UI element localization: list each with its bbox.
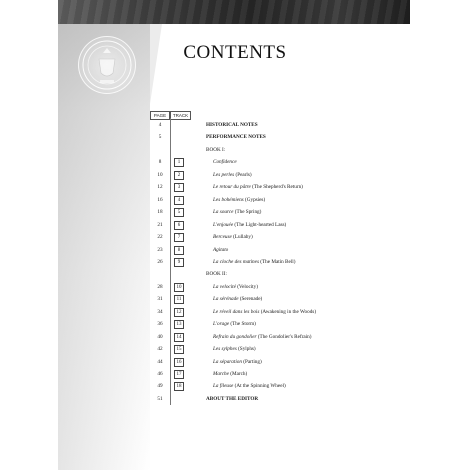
track-number: 4	[174, 196, 184, 205]
entry-title-italic: Les perles	[213, 171, 235, 178]
contents-row	[150, 181, 390, 193]
track-number: 11	[174, 295, 184, 304]
entry-title	[206, 144, 225, 156]
contents-row	[150, 131, 390, 143]
contents-row	[150, 380, 390, 392]
entry-title-text: HISTORICAL NOTES	[206, 122, 258, 128]
page-number: 28	[157, 283, 163, 290]
page-number: 10	[157, 171, 163, 178]
contents-row	[150, 231, 390, 243]
entry-title-italic: Le réveil dans les bois	[213, 308, 260, 315]
entry-title-italic: La cloche des matines	[213, 258, 259, 265]
margin-decoration	[150, 24, 162, 104]
entry-title	[213, 318, 256, 330]
page-number: 21	[157, 221, 163, 228]
contents-row	[150, 144, 390, 156]
page-number: 49	[157, 383, 163, 390]
page-number: 40	[157, 333, 163, 340]
entry-title-text: (Lullaby)	[231, 234, 253, 241]
page-title: CONTENTS	[183, 42, 287, 63]
page-number: 5	[158, 134, 162, 141]
entry-title	[213, 194, 265, 206]
entry-title-text: BOOK II:	[206, 271, 227, 278]
entry-title	[213, 256, 295, 268]
page-number: 12	[157, 184, 163, 191]
contents-row	[150, 281, 390, 293]
entry-title-italic: Berceuse	[213, 234, 232, 241]
contents-row	[150, 256, 390, 268]
page-number: 46	[157, 371, 163, 377]
track-number: 17	[174, 370, 184, 379]
track-number: 8	[174, 246, 184, 255]
track-number: 3	[174, 183, 184, 192]
track-number: 5	[174, 208, 184, 217]
entry-title-text: (Serenade)	[238, 296, 263, 303]
track-number: 16	[174, 358, 184, 367]
contents-row	[150, 343, 390, 355]
track-number: 2	[174, 171, 184, 180]
entry-title-text: (Sylphs)	[236, 346, 256, 353]
entry-title-italic: L'orage	[213, 321, 230, 328]
entry-title-text: (March)	[228, 371, 248, 377]
contents-row	[150, 331, 390, 343]
entry-title	[213, 156, 237, 168]
entry-title-italic: Les sylphes	[213, 346, 237, 353]
entry-title-italic: Les bohémiens	[213, 196, 244, 203]
entry-title	[213, 380, 286, 392]
entry-title-italic: L'enjouée	[213, 221, 234, 228]
page-number: 26	[157, 258, 163, 265]
track-number: 15	[174, 345, 184, 354]
entry-title	[206, 393, 258, 405]
entry-title-italic: Le retour du pâtre	[213, 184, 251, 191]
page-number: 34	[157, 308, 163, 315]
page-number: 4	[158, 122, 162, 128]
track-number: 13	[174, 320, 184, 329]
track-number: 6	[174, 221, 184, 230]
entry-title	[213, 293, 262, 305]
top-band	[58, 0, 410, 24]
entry-title	[213, 343, 256, 355]
entry-title	[213, 219, 286, 231]
entry-title-italic: Marche	[213, 371, 229, 377]
entry-title-text: (The Matin Bell)	[258, 258, 296, 265]
entry-title	[213, 331, 311, 343]
entry-title-text: (The Spring)	[233, 209, 262, 216]
entry-title-italic: La fileuse	[213, 383, 234, 390]
crest-logo-icon	[78, 36, 136, 94]
entry-title-text: (At the Spinning Wheel)	[233, 383, 286, 390]
track-number: 10	[174, 283, 184, 292]
page-number: 42	[157, 346, 163, 353]
page-number: 23	[157, 246, 163, 253]
contents-row	[150, 169, 390, 181]
contents-row	[150, 119, 390, 131]
entry-title-text: (Parting)	[241, 358, 262, 365]
entry-title-text: (The Light-hearted Lass)	[233, 221, 287, 228]
entry-title	[213, 356, 262, 368]
entry-title	[206, 268, 227, 280]
contents-row	[150, 194, 390, 206]
entry-title-italic: Agitato	[213, 246, 229, 253]
entry-title-italic: La séparation	[213, 358, 242, 365]
page-number: 31	[157, 296, 163, 303]
track-number: 18	[174, 382, 184, 391]
page-number: 51	[157, 395, 163, 402]
contents-row	[150, 368, 390, 380]
entry-title-text: (Awakening in the Woods)	[259, 308, 317, 315]
entry-title-italic: Refrain du gondolier	[213, 333, 257, 340]
contents-row	[150, 244, 390, 256]
entry-title-text: (The Shepherd's Return)	[250, 184, 303, 191]
entry-title	[213, 368, 247, 380]
entry-title-italic: Confidence	[213, 159, 237, 166]
entry-title-italic: La sérénade	[213, 296, 239, 303]
page-column-header: PAGE	[150, 111, 170, 120]
contents-row	[150, 306, 390, 318]
entry-title	[206, 119, 258, 131]
contents-row	[150, 156, 390, 168]
entry-title-text: (Pearls)	[234, 171, 252, 178]
track-number: 7	[174, 233, 184, 242]
contents-row	[150, 268, 390, 280]
entry-title	[206, 131, 266, 143]
entry-title	[213, 181, 303, 193]
contents-row	[150, 393, 390, 405]
page-number: 18	[157, 209, 163, 216]
page-number: 16	[157, 196, 163, 203]
page-number: 44	[157, 358, 163, 365]
contents-row	[150, 356, 390, 368]
entry-title	[213, 306, 316, 318]
contents-row	[150, 318, 390, 330]
entry-title-text: (Gypsies)	[243, 196, 266, 203]
entry-title-italic: La velocité	[213, 283, 236, 290]
track-number: 14	[174, 333, 184, 342]
entry-title-text: (The Storm)	[229, 321, 256, 328]
entry-title-text: ABOUT THE EDITOR	[206, 395, 259, 402]
contents-row	[150, 219, 390, 231]
contents-row	[150, 293, 390, 305]
page-number: 22	[157, 234, 163, 241]
entry-title-text: (The Gondolier's Refrain)	[256, 333, 312, 340]
entry-title	[213, 231, 253, 243]
track-number: 1	[174, 158, 184, 167]
track-number: 9	[174, 258, 184, 267]
entry-title-text: (Velocity)	[235, 283, 258, 290]
entry-title	[213, 169, 252, 181]
track-column-header: TRACK	[170, 111, 191, 120]
entry-title	[213, 281, 258, 293]
entry-title-text: PERFORMANCE NOTES	[206, 134, 266, 141]
page-number: 8	[158, 159, 162, 166]
page-number: 36	[157, 321, 163, 328]
contents-row	[150, 206, 390, 218]
entry-title-text: BOOK I:	[206, 146, 226, 153]
entry-title	[213, 244, 228, 256]
entry-title	[213, 206, 261, 218]
entry-title-italic: La source	[213, 209, 234, 216]
track-number: 12	[174, 308, 184, 317]
